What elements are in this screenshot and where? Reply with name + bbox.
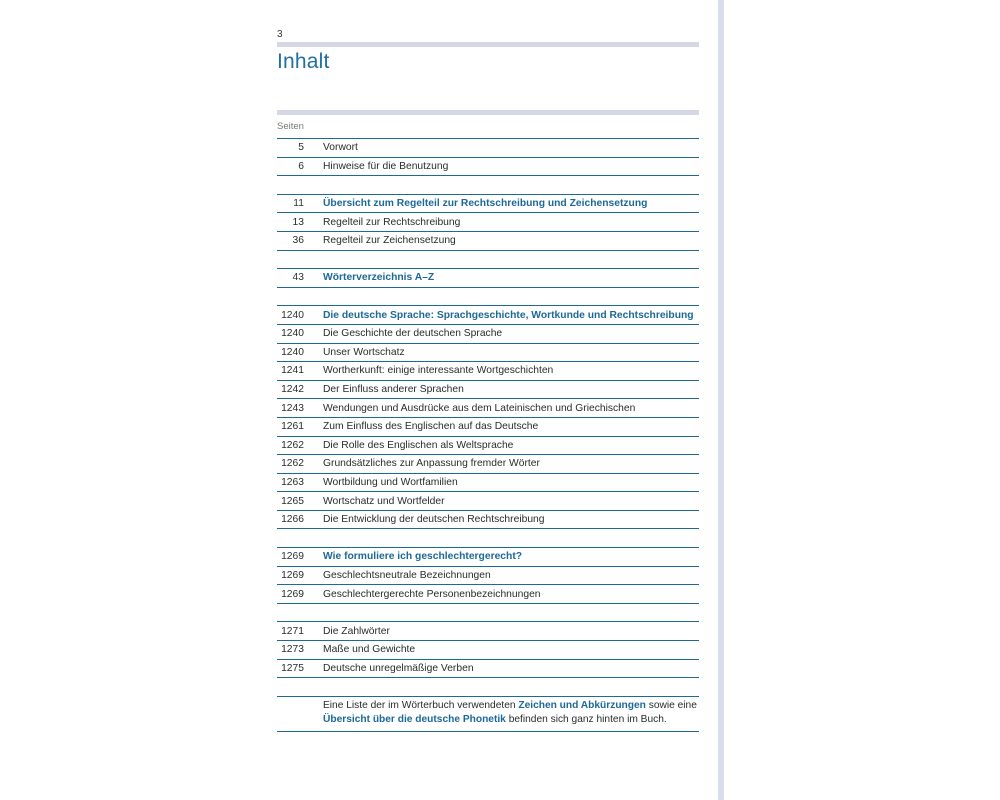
toc-entry-title: Hinweise für die Benutzung <box>323 160 449 172</box>
top-divider-bar <box>277 42 699 47</box>
toc-page-number: 1273 <box>281 644 304 656</box>
toc-spacer-row <box>277 604 699 623</box>
toc-entry[interactable] <box>277 511 699 530</box>
toc-entry-title: Wörterverzeichnis A–Z <box>323 272 435 284</box>
toc-entry-title: Geschlechtergerechte Personenbezeichnungen <box>323 588 541 600</box>
footnote-text: Eine Liste der im Wörterbuch verwendeten <box>323 699 519 711</box>
toc-page-number: 1242 <box>281 384 304 396</box>
toc-entry[interactable] <box>277 344 699 363</box>
toc-page-number: 11 <box>293 198 304 210</box>
toc-page-number: 1240 <box>281 328 304 340</box>
column-label-pages: Seiten <box>277 121 304 132</box>
toc-entry[interactable] <box>277 232 699 251</box>
toc-page-number: 1271 <box>281 625 304 637</box>
toc-entry[interactable] <box>277 139 699 158</box>
toc-footnote <box>277 697 699 732</box>
toc-spacer-row <box>277 529 699 548</box>
toc-entry-title: Regelteil zur Zeichensetzung <box>323 235 456 247</box>
toc-page-number: 1261 <box>281 421 304 433</box>
footnote-highlight-link[interactable]: Zeichen und Abkürzungen <box>518 699 646 711</box>
toc-page-number: 1262 <box>281 439 304 451</box>
toc-entry-title: Übersicht zum Regelteil zur Rechtschreibung und Zeichensetzung <box>323 198 648 210</box>
toc-entry[interactable] <box>277 158 699 177</box>
toc-page-number: 13 <box>292 216 304 228</box>
toc-spacer-row <box>277 176 699 195</box>
toc-page-number: 1269 <box>281 569 304 581</box>
toc-entry-title: Die Rolle des Englischen als Weltsprache <box>323 439 514 451</box>
toc-entry-title: Wendungen und Ausdrücke aus dem Lateinischen und Griechischen <box>323 402 636 414</box>
toc-page-number: 1262 <box>281 458 304 470</box>
toc-page-number: 1266 <box>281 514 304 526</box>
toc-entry[interactable] <box>277 585 699 604</box>
toc-entry-title: Wortherkunft: einige interessante Wortgeschichten <box>323 365 554 377</box>
toc-entry-title: Regelteil zur Rechtschreibung <box>323 216 461 228</box>
toc-entry[interactable] <box>277 622 699 641</box>
toc-page-number: 1269 <box>281 588 304 600</box>
toc-entry-title: Die Entwicklung der deutschen Rechtschreibung <box>323 514 545 526</box>
toc-entry-title: Wie formuliere ich geschlechtergerecht? <box>323 551 523 563</box>
toc-section-heading[interactable] <box>277 269 699 288</box>
toc-entry[interactable] <box>277 325 699 344</box>
toc-entry-title: Die deutsche Sprache: Sprachgeschichte, Wortkunde und Rechtschreibung <box>323 309 694 321</box>
page-number: 3 <box>277 29 283 40</box>
page-edge-strip <box>718 0 724 800</box>
toc-entry[interactable] <box>277 641 699 660</box>
toc-entry[interactable] <box>277 660 699 679</box>
toc-entry-title: Wortschatz und Wortfelder <box>323 495 445 507</box>
toc-entry-title: Wortbildung und Wortfamilien <box>323 476 458 488</box>
footnote-text: sowie eine <box>645 699 697 711</box>
footnote-text: befinden sich ganz hinten im Buch. <box>505 713 667 725</box>
toc-page-number: 1275 <box>281 662 304 674</box>
toc-spacer-row <box>277 251 699 270</box>
toc-page-number: 1265 <box>281 495 304 507</box>
toc-page-number: 43 <box>292 272 304 284</box>
section-divider-bar <box>277 110 699 115</box>
toc-entry-title: Maße und Gewichte <box>323 644 416 656</box>
toc-entry-title: Grundsätzliches zur Anpassung fremder Wörter <box>323 458 540 470</box>
toc-entry-title: Zum Einfluss des Englischen auf das Deutsche <box>323 421 539 433</box>
toc-entry[interactable] <box>277 567 699 586</box>
page-title: Inhalt <box>277 50 330 73</box>
toc-entry-title: Die Zahlwörter <box>323 625 390 637</box>
toc-page-number: 1263 <box>281 476 304 488</box>
toc-entry[interactable] <box>277 362 699 381</box>
toc-entry-title: Unser Wortschatz <box>323 346 405 358</box>
toc-page-number: 1269 <box>281 551 304 563</box>
toc-entry-title: Deutsche unregelmäßige Verben <box>323 662 474 674</box>
toc-section-heading[interactable] <box>277 548 699 567</box>
toc-page-number: 1241 <box>281 365 304 377</box>
toc-entry-title: Die Geschichte der deutschen Sprache <box>323 328 503 340</box>
toc-entry[interactable] <box>277 492 699 511</box>
toc-entry-title: Vorwort <box>323 142 358 154</box>
toc-page-number: 5 <box>298 142 304 154</box>
toc-entry[interactable] <box>277 455 699 474</box>
toc-page-number: 1240 <box>281 309 304 321</box>
toc-entry-title: Geschlechtsneutrale Bezeichnungen <box>323 569 491 581</box>
toc-entry[interactable] <box>277 213 699 232</box>
toc-spacer-row <box>277 288 699 307</box>
toc-entry[interactable] <box>277 418 699 437</box>
toc-entry[interactable] <box>277 399 699 418</box>
toc-section-heading[interactable] <box>277 306 699 325</box>
table-of-contents <box>277 138 699 732</box>
toc-entry[interactable] <box>277 474 699 493</box>
toc-page-number: 1243 <box>281 402 304 414</box>
toc-entry-title: Der Einfluss anderer Sprachen <box>323 384 464 396</box>
toc-entry[interactable] <box>277 437 699 456</box>
toc-spacer-row <box>277 678 699 697</box>
toc-page-number: 1240 <box>281 346 304 358</box>
toc-page-number: 36 <box>292 235 304 247</box>
toc-entry[interactable] <box>277 381 699 400</box>
footnote-highlight-link[interactable]: Übersicht über die deutsche Phonetik <box>323 713 506 725</box>
toc-page-number: 6 <box>298 160 304 172</box>
toc-section-heading[interactable] <box>277 195 699 214</box>
